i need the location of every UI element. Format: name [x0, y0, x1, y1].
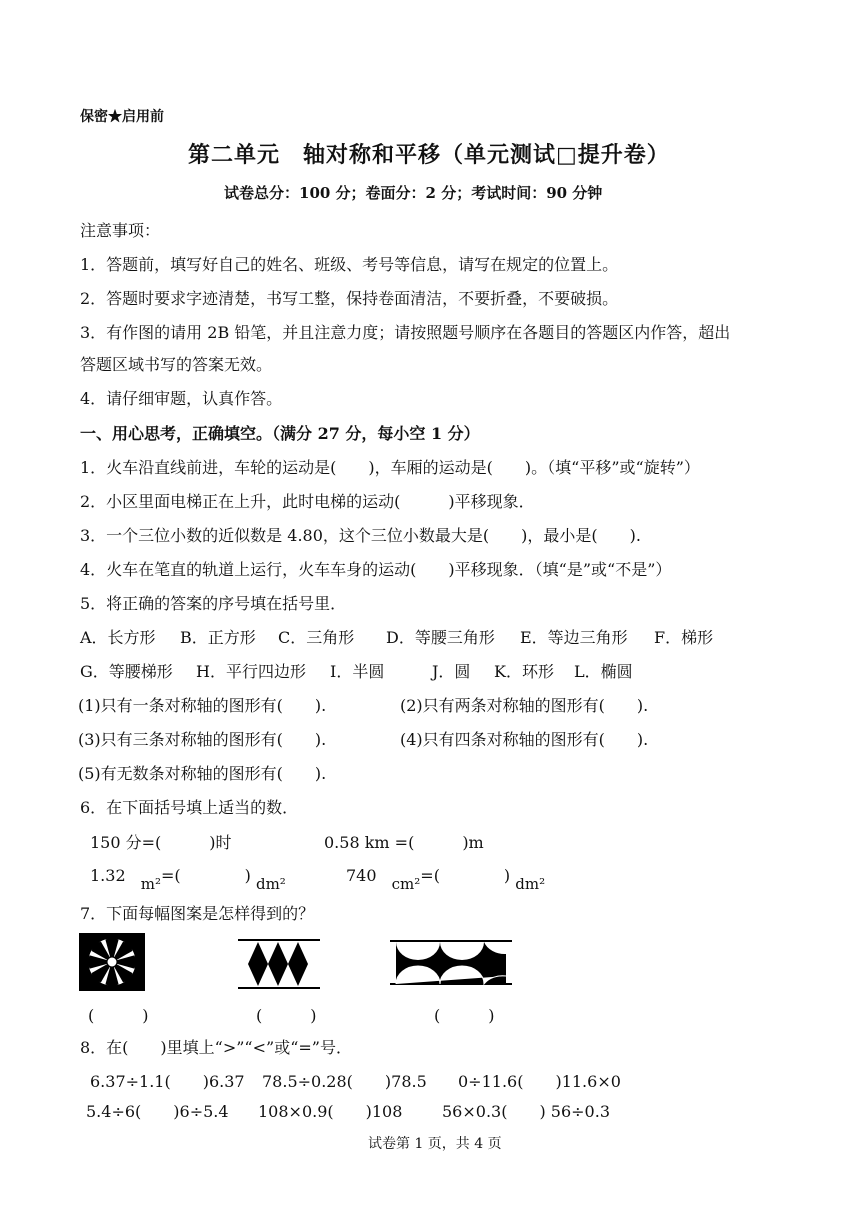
question-4: 4．火车在笔直的轨道上运行，火车车身的运动( )平移现象．（填“是”或“不是”） [80, 560, 672, 579]
question-2: 2．小区里面电梯正在上升，此时电梯的运动( )平移现象． [80, 492, 535, 511]
q6-b: 0.58 km =( )m [324, 833, 484, 852]
q8-row2-c: 56×0.3( ) 56÷0.3 [442, 1102, 610, 1121]
semicircle-pattern-figure [390, 938, 512, 988]
question-8: 8．在( )里填上“>”“<”或“=”号． [80, 1038, 352, 1057]
option-g: G．等腰梯形 [80, 662, 173, 681]
q5-sub4: (4)只有四条对称轴的图形有( ). [400, 730, 649, 749]
option-l: L．椭圆 [574, 662, 633, 681]
rotation-pattern-figure [78, 932, 146, 992]
section1-heading: 一、用心思考，正确填空。（满分 27 分，每小空 1 分） [80, 424, 480, 443]
q5-sub5: (5)有无数条对称轴的图形有( ). [78, 764, 327, 783]
q7-blank-3: ( ) [434, 1006, 495, 1025]
q8-row1-a: 6.37÷1.1( )6.37 [90, 1072, 245, 1091]
confidential-label: 保密★启用前 [80, 109, 164, 125]
q6-d-mid: =( ) [420, 866, 511, 885]
q6-d-unit: cm² [391, 875, 421, 893]
q8-row2-a: 5.4÷6( )6÷5.4 [86, 1102, 229, 1121]
question-3: 3．一个三位小数的近似数是 4.80，这个三位小数最大是( )，最小是( ). [80, 526, 641, 545]
page-title: 第二单元 轴对称和平移（单元测试□提升卷） [188, 142, 670, 168]
question-6: 6．在下面括号填上适当的数． [80, 798, 299, 817]
option-a: A．长方形 [80, 628, 156, 647]
option-i: I．半圆 [330, 662, 385, 681]
page-footer: 试卷第 1 页，共 4 页 [368, 1136, 502, 1152]
question-5: 5．将正确的答案的序号填在括号里． [80, 594, 347, 613]
option-h: H．平行四边形 [196, 662, 306, 681]
exam-info: 试卷总分：100 分；卷面分：2 分；考试时间：90 分钟 [224, 184, 603, 202]
q5-sub3: (3)只有三条对称轴的图形有( ). [78, 730, 327, 749]
note-3: 3．有作图的请用 2B 铅笔，并且注意力度；请按照题号顺序在各题目的答题区内作答，超出 [80, 323, 731, 342]
q5-sub1: (1)只有一条对称轴的图形有( ). [78, 696, 327, 715]
question-1: 1．火车沿直线前进，车轮的运动是( )，车厢的运动是( )。（填“平移”或“旋转”） [80, 458, 700, 477]
note-2: 2．答题时要求字迹清楚，书写工整，保持卷面清洁，不要折叠，不要破损。 [80, 289, 619, 308]
option-e: E．等边三角形 [520, 628, 628, 647]
q8-row1-b: 78.5÷0.28( )78.5 [262, 1072, 427, 1091]
option-j: J．圆 [432, 662, 471, 681]
q6-c-unit: m² [140, 875, 161, 893]
option-d: D．等腰三角形 [386, 628, 495, 647]
q8-row2-b: 108×0.9( )108 [258, 1102, 403, 1121]
q6-a: 150 分=( )时 [90, 833, 232, 852]
question-7: 7．下面每幅图案是怎样得到的？ [80, 904, 315, 923]
option-k: K．环形 [494, 662, 554, 681]
option-f: F．梯形 [654, 628, 714, 647]
note-3-cont: 答题区域书写的答案无效。 [80, 355, 273, 374]
q6-c-mid: =( ) [160, 866, 251, 885]
notes-heading: 注意事项： [80, 221, 161, 240]
q7-blank-1: ( ) [88, 1006, 149, 1025]
q6-c-unit2: dm² [255, 875, 286, 893]
q5-sub2: (2)只有两条对称轴的图形有( ). [400, 696, 649, 715]
option-c: C．三角形 [278, 628, 355, 647]
diamond-pattern-figure [238, 938, 320, 990]
q7-blank-2: ( ) [256, 1006, 317, 1025]
option-b: B．正方形 [180, 628, 256, 647]
q6-d-unit2: dm² [515, 875, 546, 893]
q6-c-num: 1.32 [90, 866, 126, 885]
q6-c [90, 863, 286, 893]
q8-row1-c: 0÷11.6( )11.6×0 [458, 1072, 621, 1091]
q6-d-num: 740 [346, 866, 377, 885]
q6-d [346, 863, 546, 893]
note-4: 4．请仔细审题，认真作答。 [80, 389, 283, 408]
note-1: 1．答题前，填写好自己的姓名、班级、考号等信息，请写在规定的位置上。 [80, 255, 619, 274]
